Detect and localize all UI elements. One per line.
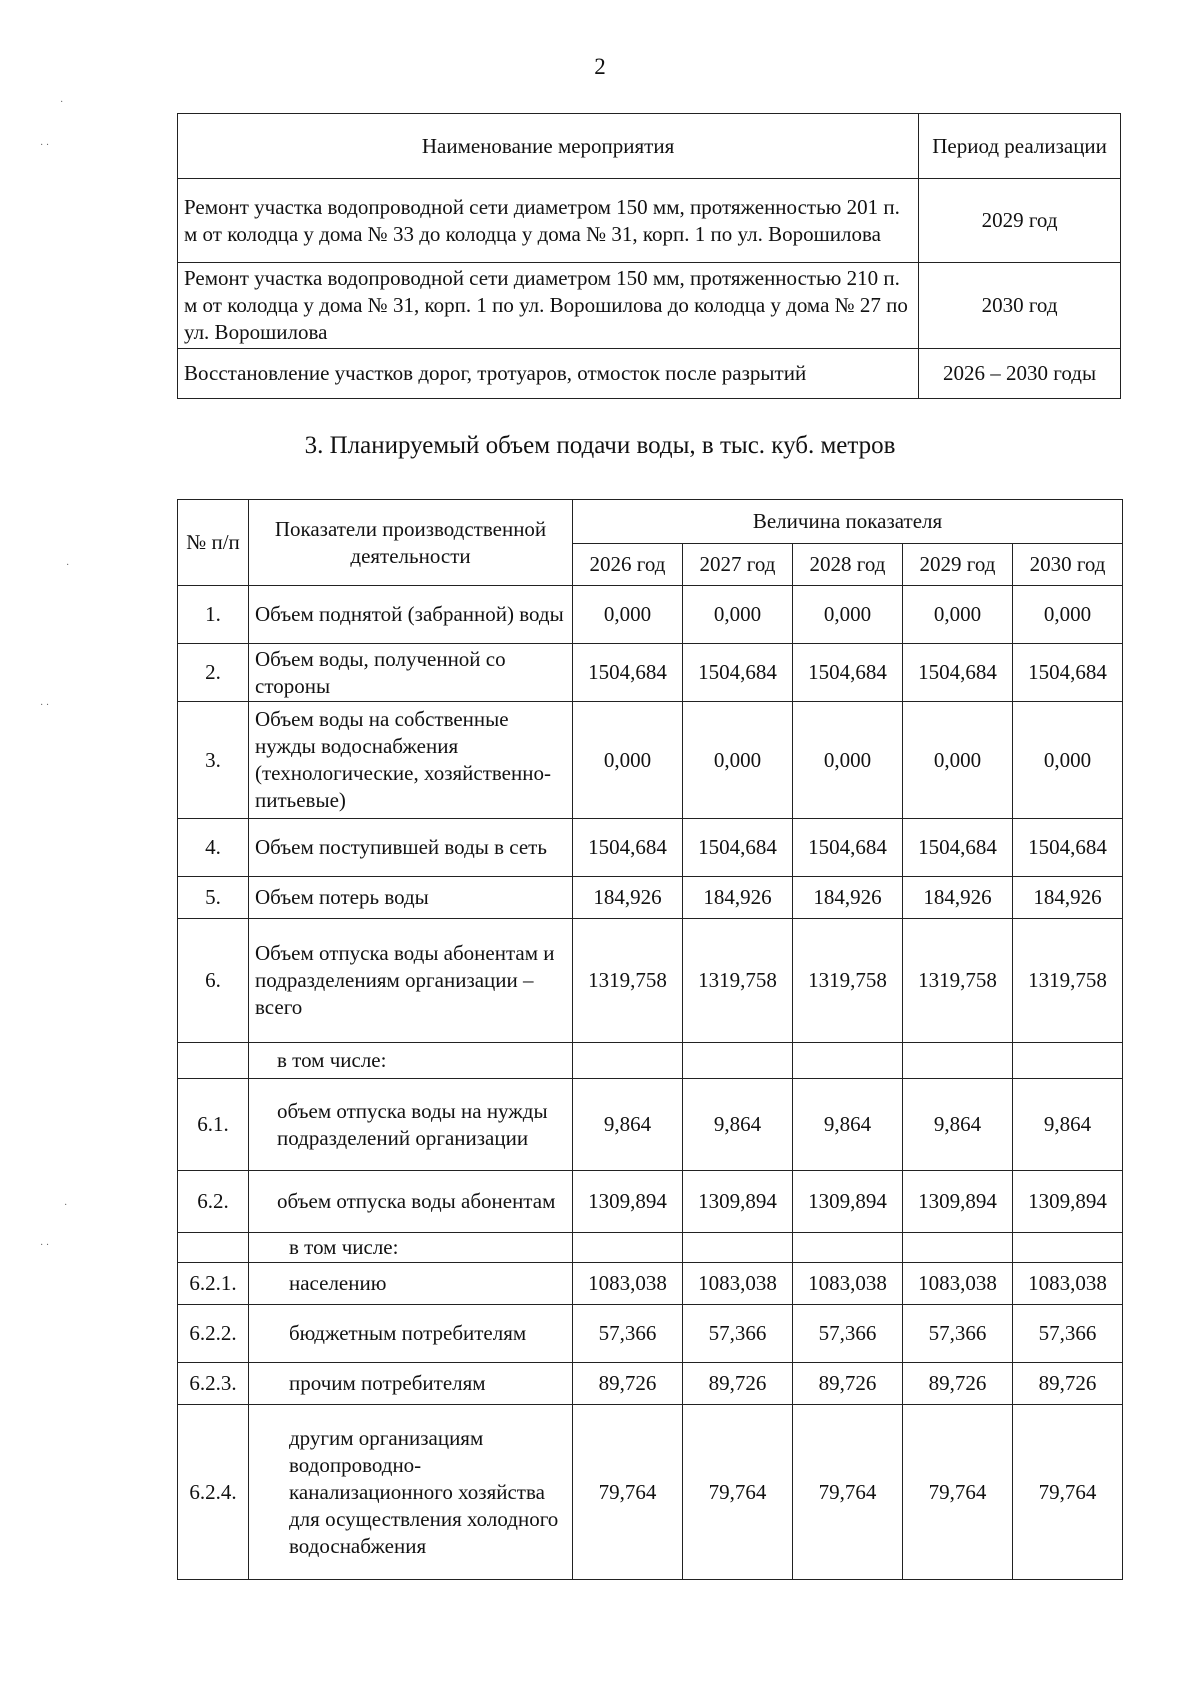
- header-year: 2026 год: [573, 544, 683, 586]
- row-number: 6.2.: [178, 1171, 249, 1233]
- indicator-value: 1083,038: [683, 1263, 793, 1305]
- table-header-row: [178, 500, 1123, 544]
- indicator-name: Объем воды на собственные нужды водоснабжения (технологические, хозяйственно-питьевые): [249, 702, 573, 819]
- row-number: 2.: [178, 644, 249, 702]
- indicator-value: 184,926: [573, 877, 683, 919]
- indicator-value: 9,864: [1013, 1079, 1123, 1171]
- indicator-name: другим организациям водопроводно-канализационного хозяйства для осуществления холодного водоснабжения: [249, 1405, 573, 1580]
- measure-period: 2030 год: [919, 263, 1121, 349]
- indicator-value: [903, 1043, 1013, 1079]
- indicator-value: 1083,038: [793, 1263, 903, 1305]
- indicator-value: [903, 1233, 1013, 1263]
- indicator-value: [573, 1233, 683, 1263]
- indicator-value: 57,366: [903, 1305, 1013, 1363]
- indicator-value: 89,726: [903, 1363, 1013, 1405]
- table-row: [178, 1263, 1123, 1305]
- indicator-value: 1309,894: [1013, 1171, 1123, 1233]
- table-row: [178, 877, 1123, 919]
- indicator-value: 79,764: [793, 1405, 903, 1580]
- table-row: [178, 179, 1121, 263]
- indicator-value: 1504,684: [573, 644, 683, 702]
- indicator-value: 1309,894: [903, 1171, 1013, 1233]
- row-number: 6.2.2.: [178, 1305, 249, 1363]
- indicator-value: 184,926: [683, 877, 793, 919]
- section-heading: 3. Планируемый объем подачи воды, в тыс. куб. метров: [304, 432, 896, 459]
- indicator-value: 79,764: [573, 1405, 683, 1580]
- indicator-value: 57,366: [683, 1305, 793, 1363]
- row-number: 1.: [178, 586, 249, 644]
- indicator-name: Объем поднятой (забранной) воды: [249, 586, 573, 644]
- header-period: Период реализации: [919, 114, 1121, 179]
- indicator-value: 0,000: [683, 702, 793, 819]
- indicator-value: 0,000: [1013, 586, 1123, 644]
- indicator-value: 1319,758: [573, 919, 683, 1043]
- indicator-value: 0,000: [793, 702, 903, 819]
- row-number: 6.1.: [178, 1079, 249, 1171]
- row-number: 6.2.3.: [178, 1363, 249, 1405]
- indicator-value: 184,926: [903, 877, 1013, 919]
- indicator-value: 184,926: [793, 877, 903, 919]
- page-number: 2: [594, 54, 606, 79]
- table-row: [178, 1233, 1123, 1263]
- indicator-name: в том числе:: [249, 1043, 573, 1079]
- table-row: [178, 1305, 1123, 1363]
- indicator-value: 1319,758: [683, 919, 793, 1043]
- indicator-value: 1309,894: [573, 1171, 683, 1233]
- indicator-value: 1504,684: [903, 819, 1013, 877]
- indicator-value: 0,000: [573, 702, 683, 819]
- table-row: [178, 644, 1123, 702]
- row-number: 6.2.4.: [178, 1405, 249, 1580]
- measures-table: [177, 113, 1121, 399]
- indicator-value: 1319,758: [903, 919, 1013, 1043]
- indicator-name: объем отпуска воды абонентам: [249, 1171, 573, 1233]
- indicator-value: 1319,758: [1013, 919, 1123, 1043]
- scan-mark: ·: [60, 97, 64, 108]
- header-year: 2028 год: [793, 544, 903, 586]
- indicator-value: 1083,038: [573, 1263, 683, 1305]
- indicator-value: 1504,684: [683, 819, 793, 877]
- table-row: [178, 702, 1123, 819]
- indicator-value: [683, 1233, 793, 1263]
- table-row: [178, 1171, 1123, 1233]
- measure-period: 2026 – 2030 годы: [919, 349, 1121, 399]
- measure-period: 2029 год: [919, 179, 1121, 263]
- table-row: [178, 1043, 1123, 1079]
- table-row: [178, 1405, 1123, 1580]
- table-row: [178, 919, 1123, 1043]
- table-row: [178, 819, 1123, 877]
- header-name: Наименование мероприятия: [178, 114, 919, 179]
- indicator-value: 89,726: [573, 1363, 683, 1405]
- scan-mark: · ·: [40, 140, 50, 151]
- indicator-name: Объем потерь воды: [249, 877, 573, 919]
- indicator-value: 57,366: [573, 1305, 683, 1363]
- header-year: 2027 год: [683, 544, 793, 586]
- indicator-value: 79,764: [1013, 1405, 1123, 1580]
- indicator-value: [683, 1043, 793, 1079]
- indicator-value: 0,000: [683, 586, 793, 644]
- indicator-value: 89,726: [793, 1363, 903, 1405]
- indicator-name: бюджетным потребителям: [249, 1305, 573, 1363]
- row-number: [178, 1233, 249, 1263]
- row-number: 3.: [178, 702, 249, 819]
- indicator-name: Объем поступившей воды в сеть: [249, 819, 573, 877]
- indicator-value: 57,366: [1013, 1305, 1123, 1363]
- indicator-value: 1309,894: [683, 1171, 793, 1233]
- table-row: [178, 586, 1123, 644]
- indicator-name: объем отпуска воды на нужды подразделений организации: [249, 1079, 573, 1171]
- row-number: 4.: [178, 819, 249, 877]
- indicator-value: 57,366: [793, 1305, 903, 1363]
- indicator-name: Объем отпуска воды абонентам и подразделениям организации – всего: [249, 919, 573, 1043]
- indicator-value: 9,864: [793, 1079, 903, 1171]
- indicator-name: Объем воды, полученной со стороны: [249, 644, 573, 702]
- header-indicator: Показатели производственной деятельности: [249, 500, 573, 586]
- indicator-value: 1309,894: [793, 1171, 903, 1233]
- indicator-value: 89,726: [1013, 1363, 1123, 1405]
- indicator-value: 1504,684: [573, 819, 683, 877]
- indicator-value: 0,000: [903, 586, 1013, 644]
- indicator-value: 0,000: [573, 586, 683, 644]
- indicator-value: 79,764: [903, 1405, 1013, 1580]
- indicator-value: 1319,758: [793, 919, 903, 1043]
- indicator-value: [1013, 1043, 1123, 1079]
- indicator-value: 1504,684: [793, 644, 903, 702]
- indicator-value: 1504,684: [1013, 819, 1123, 877]
- indicator-value: 184,926: [1013, 877, 1123, 919]
- measure-name: Ремонт участка водопроводной сети диаметром 150 мм, протяженностью 201 п. м от колодца у дома № 33 до колодца у дома № 31, корп. 1 по ул. Ворошилова: [178, 179, 919, 263]
- table-header-row: [178, 114, 1121, 179]
- indicator-value: 0,000: [1013, 702, 1123, 819]
- indicator-value: 1504,684: [1013, 644, 1123, 702]
- header-year: 2030 год: [1013, 544, 1123, 586]
- indicator-value: 1504,684: [683, 644, 793, 702]
- indicator-value: 9,864: [573, 1079, 683, 1171]
- measure-name: Восстановление участков дорог, тротуаров, отмосток после разрытий: [178, 349, 919, 399]
- indicator-value: 79,764: [683, 1405, 793, 1580]
- header-num: № п/п: [178, 500, 249, 586]
- measure-name: Ремонт участка водопроводной сети диаметром 150 мм, протяженностью 210 п. м от колодца у дома № 31, корп. 1 по ул. Ворошилова до колодца у дома № 27 по ул. Ворошилова: [178, 263, 919, 349]
- indicator-value: [793, 1233, 903, 1263]
- indicator-value: 9,864: [903, 1079, 1013, 1171]
- table-row: [178, 263, 1121, 349]
- indicator-value: 0,000: [793, 586, 903, 644]
- header-value-group: Величина показателя: [573, 500, 1123, 544]
- scan-mark: ·: [66, 560, 70, 571]
- scan-mark: · ·: [40, 700, 50, 711]
- indicator-name: прочим потребителям: [249, 1363, 573, 1405]
- indicator-value: 9,864: [683, 1079, 793, 1171]
- indicator-value: 1504,684: [903, 644, 1013, 702]
- table-row: [178, 1079, 1123, 1171]
- indicator-value: 1083,038: [903, 1263, 1013, 1305]
- indicator-value: 1504,684: [793, 819, 903, 877]
- row-number: 6.: [178, 919, 249, 1043]
- indicator-value: [1013, 1233, 1123, 1263]
- row-number: [178, 1043, 249, 1079]
- indicator-value: 0,000: [903, 702, 1013, 819]
- water-supply-table: [177, 499, 1123, 1580]
- scan-mark: ·: [64, 1200, 68, 1211]
- indicator-value: 1083,038: [1013, 1263, 1123, 1305]
- scan-mark: · ·: [40, 1240, 50, 1251]
- indicator-name: в том числе:: [249, 1233, 573, 1263]
- indicator-name: населению: [249, 1263, 573, 1305]
- table-row: [178, 1363, 1123, 1405]
- header-year: 2029 год: [903, 544, 1013, 586]
- indicator-value: 89,726: [683, 1363, 793, 1405]
- indicator-value: [793, 1043, 903, 1079]
- table-row: [178, 349, 1121, 399]
- row-number: 5.: [178, 877, 249, 919]
- indicator-value: [573, 1043, 683, 1079]
- row-number: 6.2.1.: [178, 1263, 249, 1305]
